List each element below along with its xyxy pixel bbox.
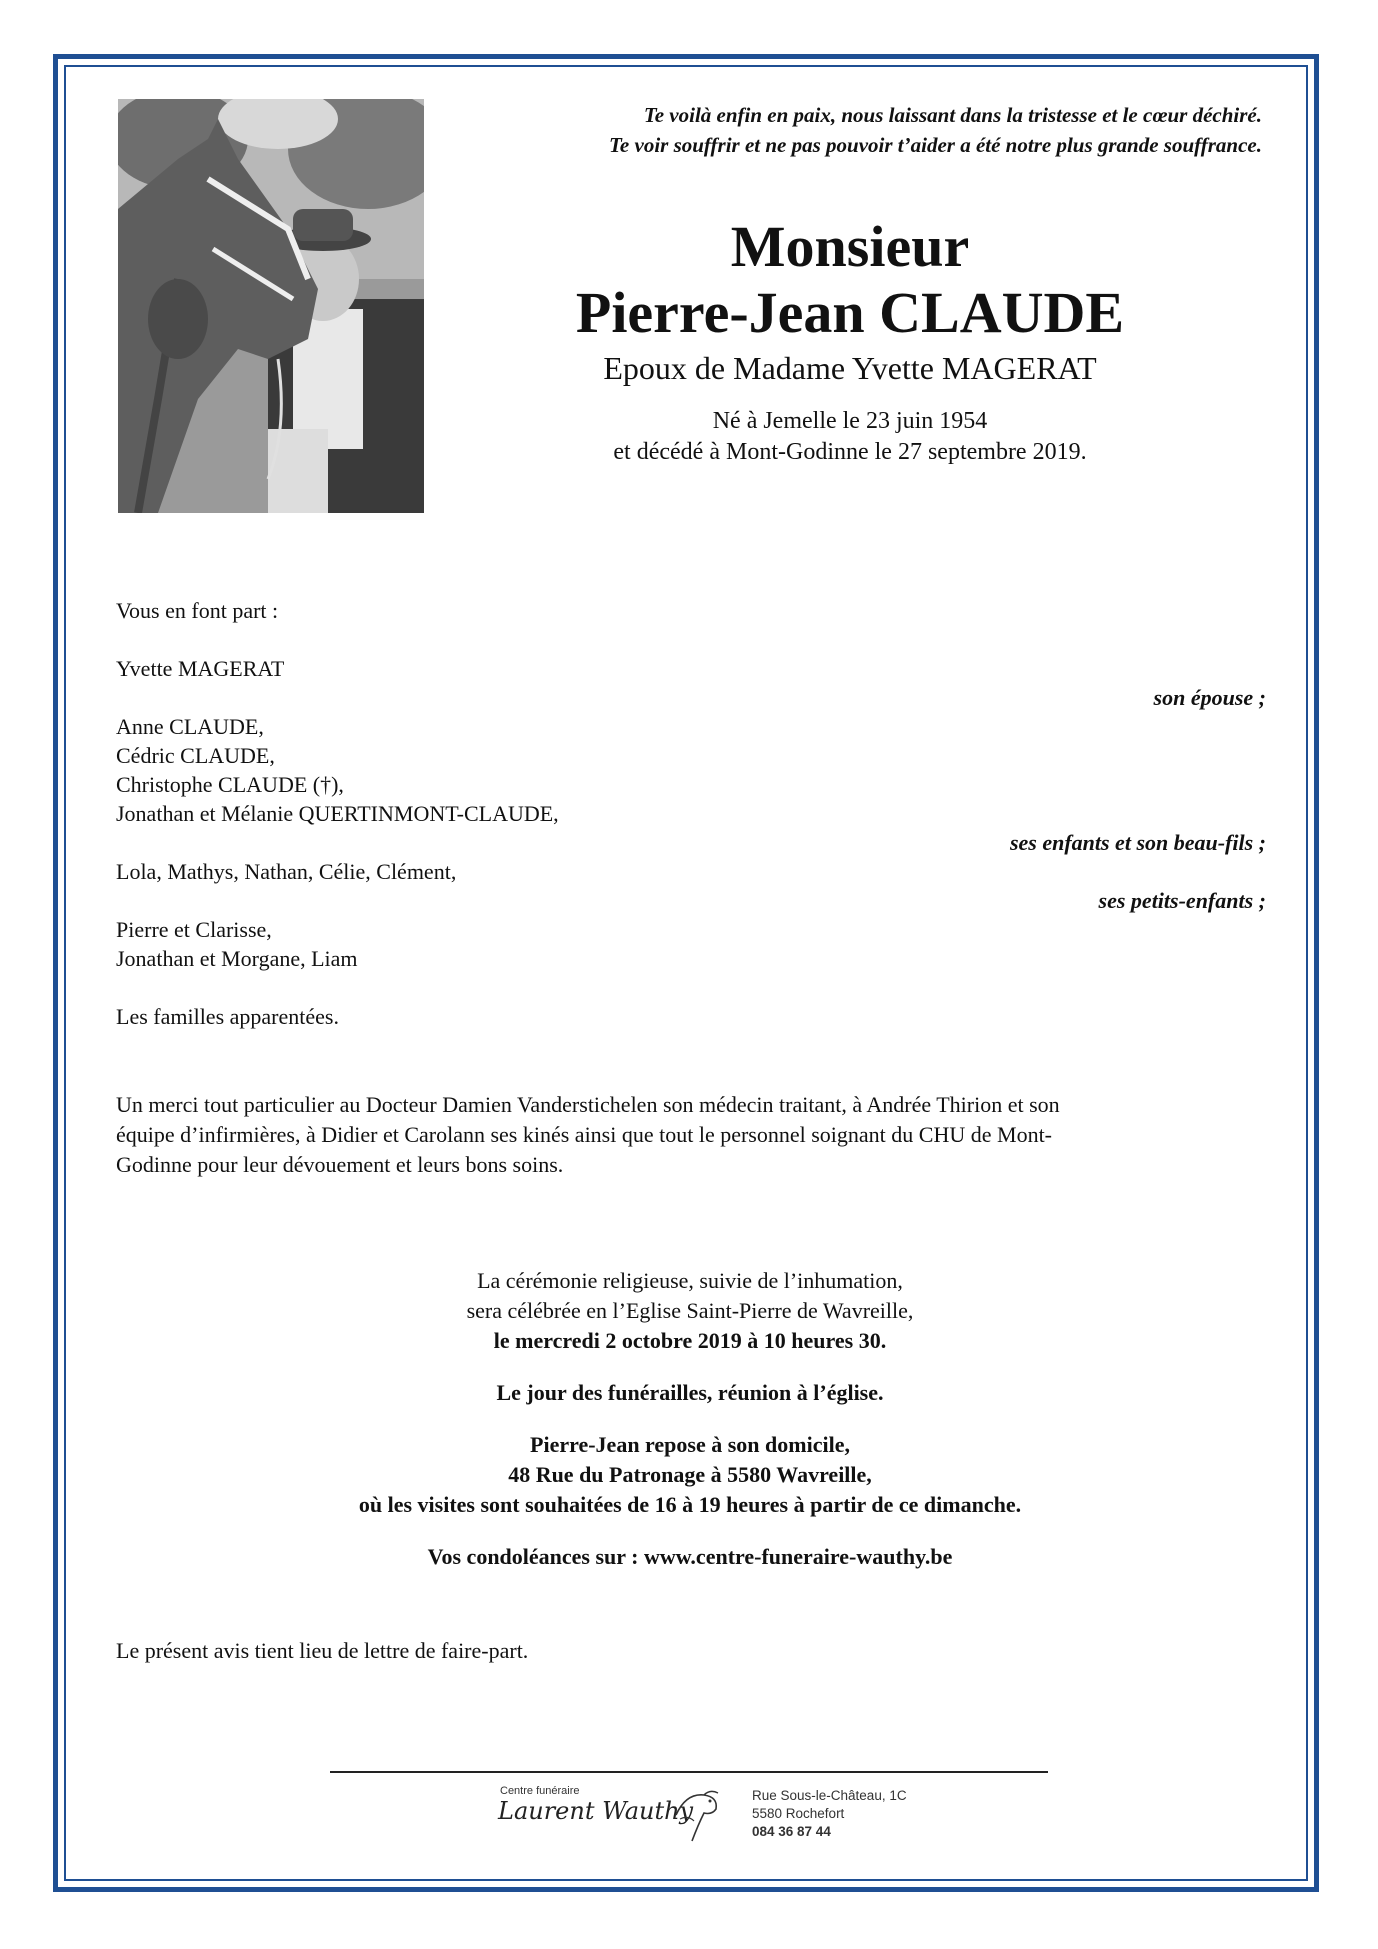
ceremony-details [190,1266,1190,1572]
deceased-name: Pierre-Jean CLAUDE [575,280,1125,345]
funeral-home-address [752,1787,907,1841]
deceased-heading [500,214,1200,468]
epigraph-line-2: Te voir souffrir et ne pas pouvoir t’aider a été notre plus grande souffrance. [609,133,1262,157]
children-role: ses enfants et son beau-fils ; [1009,830,1266,855]
child-name: Jonathan et Mélanie QUERTINMONT-CLAUDE, [116,801,559,826]
life-dates [500,406,1200,468]
honorific: Monsieur [730,214,970,279]
gathering-line: Le jour des funérailles, réunion à l’église. [496,1380,884,1405]
funeral-home-logo [498,1785,728,1845]
thanks-line-2: équipe d’infirmières, à Didier et Carolann ses kinés ainsi que tout le personnel soignant du CHU de Mont- [116,1122,1053,1147]
grandchildren-role: ses petits-enfants ; [1098,888,1266,913]
deceased-photo [118,99,424,513]
families-line: Les familles apparentées. [116,1004,339,1029]
epigraph [362,100,1262,160]
relative-name: Jonathan et Morgane, Liam [116,946,358,971]
repose-line-3: où les visites sont souhaitées de 16 à 19 heures à partir de ce dimanche. [358,1492,1022,1517]
child-name: Christophe CLAUDE (†), [116,772,344,797]
child-name: Cédric CLAUDE, [116,743,275,768]
announce-intro: Vous en font part : [116,598,279,623]
ceremony-line-2: sera célébrée en l’Eglise Saint-Pierre de Wavreille, [466,1298,914,1323]
bird-icon [668,1785,724,1845]
spouse-role: son épouse ; [1153,685,1266,710]
address-city: 5580 Rochefort [752,1806,845,1821]
grandchildren-names: Lola, Mathys, Nathan, Célie, Clément, [116,859,457,884]
repose-line-2: 48 Rue du Patronage à 5580 Wavreille, [508,1462,872,1487]
logo-script-text: Laurent Wauthy [498,1797,694,1825]
epigraph-line-1: Te voilà enfin en paix, nous laissant dans la tristesse et le cœur déchiré. [643,103,1262,127]
address-street: Rue Sous-le-Château, 1C [752,1788,907,1803]
death-line: et décédé à Mont-Godinne le 27 septembre 2019. [613,439,1087,465]
address-phone: 084 36 87 44 [752,1824,831,1839]
closing-line: Le présent avis tient lieu de lettre de faire-part. [116,1638,529,1663]
relative-name: Pierre et Clarisse, [116,917,272,942]
logo-small-text: Centre funéraire [500,1785,580,1797]
family-announcement [116,596,1266,1031]
child-name: Anne CLAUDE, [116,714,264,739]
footer-divider [330,1771,1048,1773]
spouse-name: Yvette MAGERAT [116,656,285,681]
repose-line-1: Pierre-Jean repose à son domicile, [530,1432,850,1457]
spouse-line: Epoux de Madame Yvette MAGERAT [603,350,1097,386]
birth-line: Né à Jemelle le 23 juin 1954 [712,408,988,434]
thanks-paragraph [116,1090,1216,1180]
ceremony-date: le mercredi 2 octobre 2019 à 10 heures 30. [493,1328,887,1353]
condolences-line: Vos condoléances sur : www.centre-funeraire-wauthy.be [427,1544,953,1569]
thanks-line-3: Godinne pour leur dévouement et leurs bons soins. [116,1152,564,1177]
thanks-line-1: Un merci tout particulier au Docteur Damien Vanderstichelen son médecin traitant, à Andrée Thirion et son [116,1092,1060,1117]
ceremony-line-1: La cérémonie religieuse, suivie de l’inhumation, [477,1268,903,1293]
